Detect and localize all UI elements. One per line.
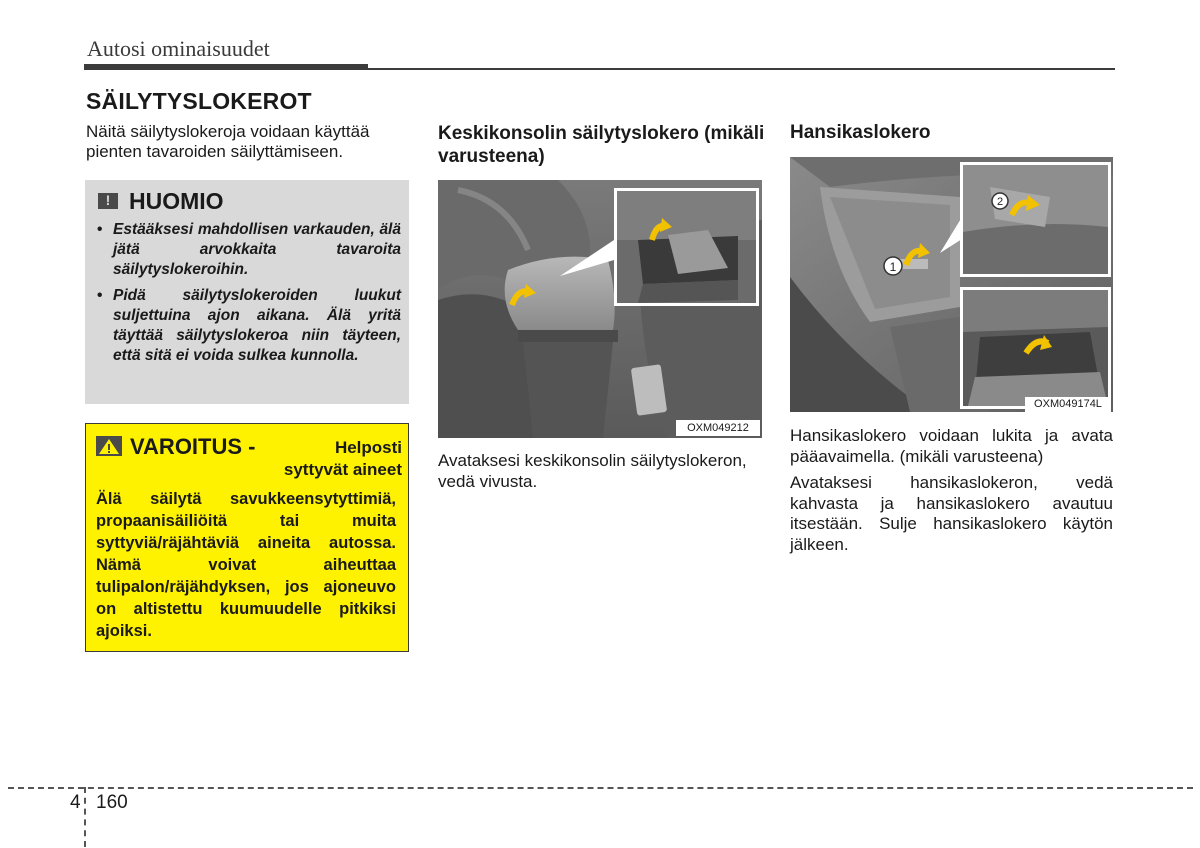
center-console-body: Avataksesi keskikonsolin säilytyslokeron, vedä vivusta. bbox=[438, 451, 747, 491]
caution-title: HUOMIO bbox=[129, 188, 224, 214]
callout-1: 1 bbox=[889, 260, 897, 274]
header-rule-thick bbox=[84, 64, 368, 70]
chapter-number: 4 bbox=[70, 792, 81, 813]
warning-title: VAROITUS - bbox=[130, 434, 256, 459]
caution-item: • Estääksesi mahdollisen varkauden, älä jätä arvokkaita tavaroita säilytyslokeroihin. bbox=[97, 221, 401, 278]
callout-2: 2 bbox=[996, 196, 1004, 208]
glove-box-heading: Hansikaslokero bbox=[790, 122, 931, 143]
caution-item: • Pidä säilytyslokeroiden luukut suljettuina ajon aikana. Älä yritä täyttää säilytyslokeroa niin täyteen, että sitä ei voida sulkea kunnolla. bbox=[97, 287, 401, 364]
caution-icon bbox=[98, 193, 118, 209]
warning-box bbox=[85, 423, 409, 652]
page-number: 160 bbox=[96, 792, 128, 813]
intro-text: Näitä säilytyslokeroja voidaan käyttää pienten tavaroiden säilyttämiseen. bbox=[86, 122, 370, 161]
glove-box-illustration bbox=[790, 157, 1113, 412]
section-header: Autosi ominaisuudet bbox=[87, 36, 270, 61]
center-console-illustration bbox=[438, 180, 762, 438]
glove-box-paragraph: Hansikaslokero voidaan lukita ja avata pääavaimella. (mikäli varusteena) bbox=[790, 426, 1113, 466]
page-title: SÄILYTYSLOKEROT bbox=[86, 88, 312, 114]
footer-vertical-divider bbox=[84, 787, 86, 847]
warning-body: Älä säilytä savukkeensytyttimiä, propaanisäiliöitä tai muita syttyviä/räjähtäviä aineita autossa. Nämä voivat aiheuttaa tulipalon/räjähdyksen, jos ajoneuvo on altistettu kuumuudelle pitkiksi ajoiksi. bbox=[96, 490, 396, 640]
caution-box bbox=[85, 180, 409, 404]
glove-box-body bbox=[790, 426, 1113, 561]
image-code-glove-box: OXM049174L bbox=[1025, 397, 1111, 412]
footer-divider bbox=[8, 787, 1193, 789]
image-code-console: OXM049212 bbox=[676, 420, 760, 436]
header-rule-thin bbox=[368, 68, 1115, 70]
caution-list bbox=[95, 220, 401, 372]
glove-box-paragraph: Avataksesi hansikaslokeron, vedä kahvasta ja hansikaslokero avautuu itsestään. Sulje hansikaslokero käytön jälkeen. bbox=[790, 473, 1113, 554]
warning-triangle-icon bbox=[96, 436, 122, 456]
warning-subtitle: Helposti syttyvät aineet bbox=[283, 438, 402, 479]
center-console-heading: Keskikonsolin säilytyslokero (mikäli varusteena) bbox=[438, 123, 765, 167]
